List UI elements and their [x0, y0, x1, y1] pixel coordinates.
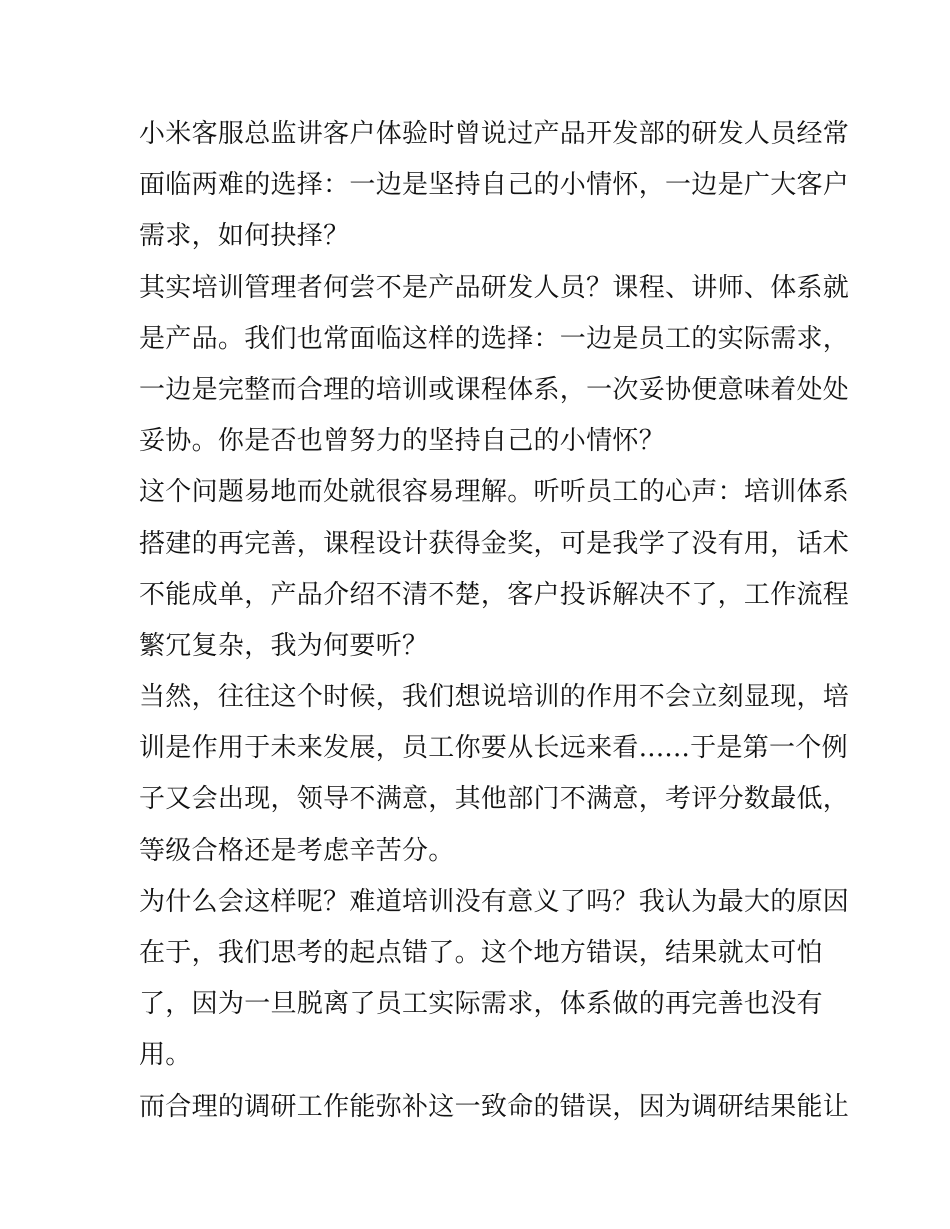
- text-line: 用。: [139, 1040, 192, 1071]
- paragraph-5: [139, 877, 850, 1082]
- text-line: 为什么会这样呢？难道培训没有意义了吗？我认为最大的原因: [139, 886, 850, 917]
- text-line: 其实培训管理者何尝不是产品研发人员？课程、讲师、体系就: [139, 272, 850, 303]
- text-line: 当然，往往这个时候，我们想说培训的作用不会立刻显现，培: [139, 682, 850, 713]
- text-line: 训是作用于未来发展，员工你要从长远来看......于是第一个例: [139, 733, 848, 764]
- paragraph-4: [139, 672, 850, 877]
- text-line: 而合理的调研工作能弥补这一致命的错误，因为调研结果能让: [139, 1091, 850, 1122]
- paragraph-1: [139, 109, 850, 263]
- text-line: 搭建的再完善，课程设计获得金奖，可是我学了没有用，话术: [139, 528, 850, 559]
- text-line: 小米客服总监讲客户体验时曾说过产品开发部的研发人员经常: [139, 119, 850, 149]
- text-line: 这个问题易地而处就很容易理解。听听员工的心声：培训体系: [139, 477, 850, 508]
- text-line: 需求，如何抉择？: [139, 221, 350, 252]
- text-line: 不能成单，产品介绍不清不楚，客户投诉解决不了，工作流程: [139, 579, 850, 610]
- paragraph-6: [139, 1082, 850, 1133]
- paragraph-2: [139, 263, 850, 468]
- paragraph-3: [139, 467, 850, 672]
- text-line: 是产品。我们也常面临这样的选择：一边是员工的实际需求，: [139, 323, 850, 354]
- text-line: 了，因为一旦脱离了员工实际需求，体系做的再完善也没有: [139, 989, 823, 1020]
- text-line: 繁冗复杂，我为何要听？: [139, 630, 429, 661]
- text-line: 一边是完整而合理的培训或课程体系，一次妥协便意味着处处: [139, 374, 850, 405]
- text-line: 面临两难的选择：一边是坚持自己的小情怀，一边是广大客户: [139, 170, 850, 201]
- document-body: [139, 109, 850, 1133]
- text-line: 在于，我们思考的起点错了。这个地方错误，结果就太可怕: [139, 938, 823, 968]
- text-line: 子又会出现，领导不满意，其他部门不满意，考评分数最低，: [139, 784, 850, 815]
- text-line: 等级合格还是考虑辛苦分。: [139, 835, 455, 866]
- text-line: 妥协。你是否也曾努力的坚持自己的小情怀？: [139, 426, 666, 457]
